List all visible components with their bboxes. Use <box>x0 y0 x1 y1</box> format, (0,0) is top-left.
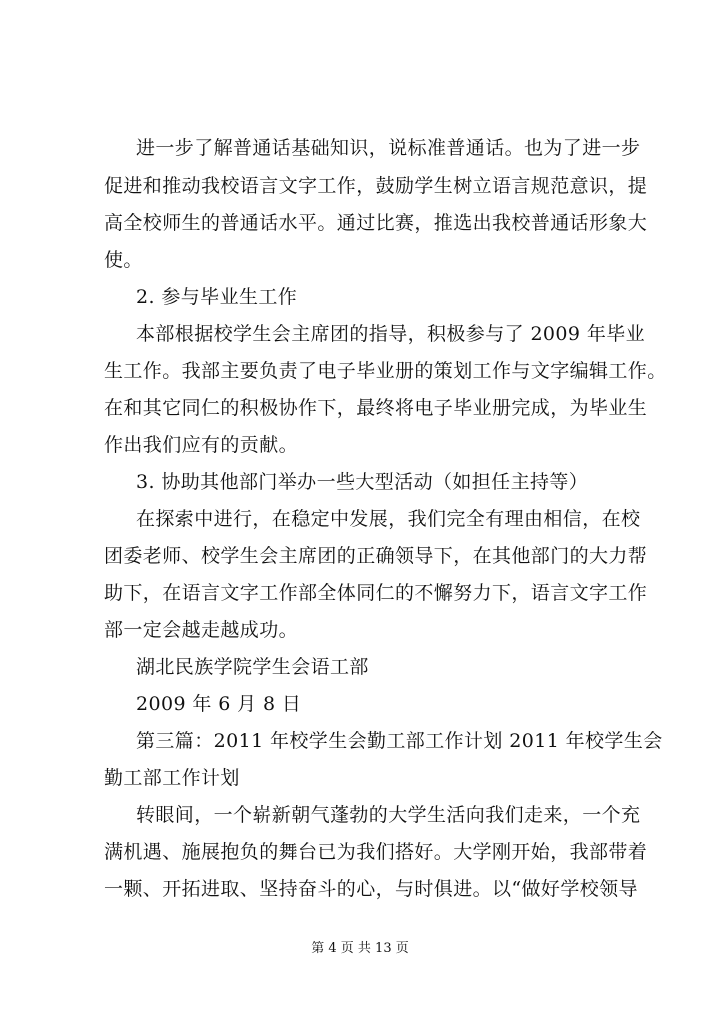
section-heading: 3. 协助其他部门举办一些大型活动（如担任主持等） <box>136 471 589 493</box>
text-line: 转眼间，一个崭新朝气蓬勃的大学生活向我们走来，一个充 <box>136 804 641 826</box>
text-line: 使。 <box>104 249 143 271</box>
text-line: 本部根据校学生会主席团的指导，积极参与了 2009 年毕业 <box>136 323 646 345</box>
chapter-title: 勤工部工作计划 <box>104 767 240 789</box>
page-footer: 第 4 页 共 13 页 <box>311 941 409 956</box>
text-line: 在探索中进行，在稳定中发展，我们完全有理由相信，在校 <box>136 508 641 530</box>
text-line: 助下，在语言文字工作部全体同仁的不懈努力下，语言文字工作 <box>104 582 648 604</box>
signature-date: 2009 年 6 月 8 日 <box>136 693 302 715</box>
text-line: 团委老师、校学生会主席团的正确领导下，在其他部门的大力帮 <box>104 545 648 567</box>
text-line: 进一步了解普通话基础知识，说标准普通话。也为了进一步 <box>136 137 641 159</box>
text-line: 高全校师生的普通话水平。通过比赛，推选出我校普通话形象大 <box>104 212 648 234</box>
signature-org: 湖北民族学院学生会语工部 <box>136 656 369 678</box>
text-line: 部一定会越走越成功。 <box>104 619 299 641</box>
text-line: 促进和推动我校语言文字工作，鼓励学生树立语言规范意识，提 <box>104 175 648 197</box>
text-line: 一颗、开拓进取、坚持奋斗的心，与时俱进。以“做好学校领导 <box>104 878 638 900</box>
text-line: 作出我们应有的贡献。 <box>104 434 299 456</box>
chapter-title: 第三篇：2011 年校学生会勤工部工作计划 2011 年校学生会 <box>136 730 663 752</box>
text-line: 满机遇、施展抱负的舞台已为我们搭好。大学刚开始，我部带着 <box>104 841 648 863</box>
text-line: 生工作。我部主要负责了电子毕业册的策划工作与文字编辑工作。 <box>104 360 667 382</box>
section-heading: 2. 参与毕业生工作 <box>136 286 298 308</box>
text-line: 在和其它同仁的积极协作下，最终将电子毕业册完成，为毕业生 <box>104 397 648 419</box>
